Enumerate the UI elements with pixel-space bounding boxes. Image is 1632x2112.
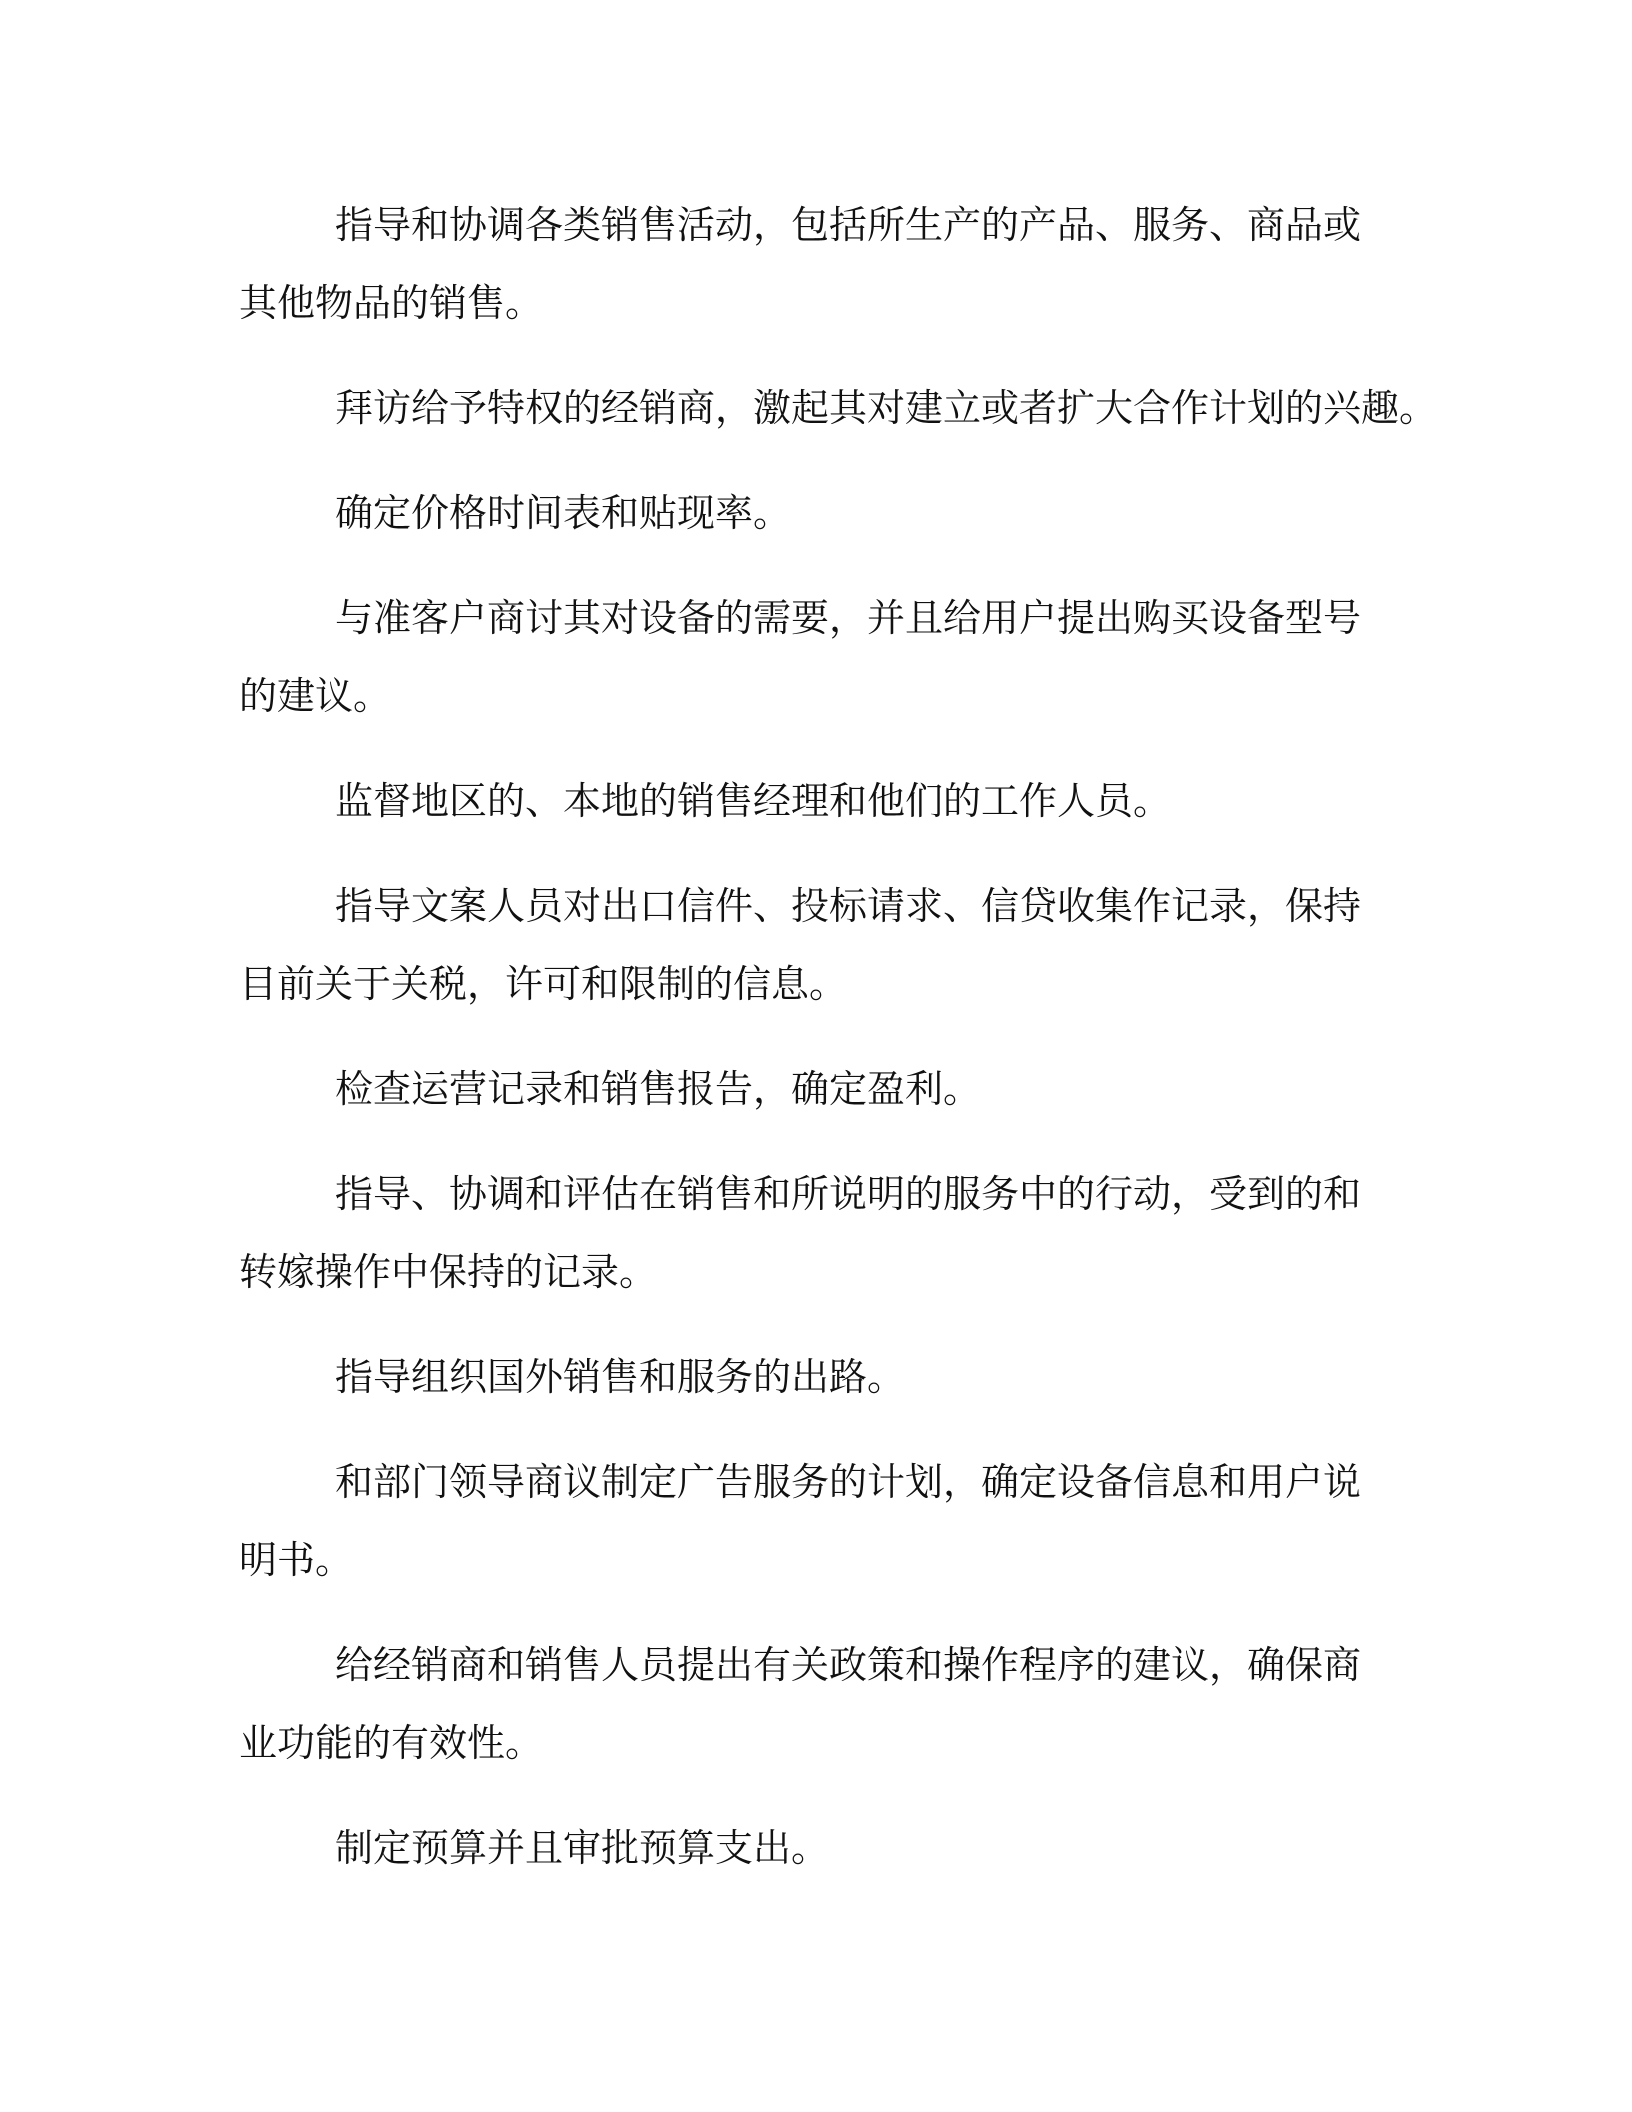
paragraph-10: 和部门领导商议制定广告服务的计划，确定设备信息和用户说明书。 bbox=[239, 1460, 1362, 1582]
paragraph-9: 指导组织国外销售和服务的出路。 bbox=[335, 1355, 906, 1399]
paragraph-3: 确定价格时间表和贴现率。 bbox=[335, 491, 792, 535]
paragraph-2: 拜访给予特权的经销商，激起其对建立或者扩大合作计划的兴趣。 bbox=[335, 386, 1438, 430]
paragraph-8: 指导、协调和评估在销售和所说明的服务中的行动，受到的和转嫁操作中保持的记录。 bbox=[239, 1172, 1362, 1294]
paragraph-12: 制定预算并且审批预算支出。 bbox=[335, 1826, 830, 1870]
paragraph-5: 监督地区的、本地的销售经理和他们的工作人员。 bbox=[335, 779, 1172, 823]
paragraph-11: 给经销商和销售人员提出有关政策和操作程序的建议，确保商业功能的有效性。 bbox=[239, 1643, 1362, 1765]
paragraph-1: 指导和协调各类销售活动，包括所生产的产品、服务、商品或其他物品的销售。 bbox=[239, 203, 1362, 325]
paragraph-6: 指导文案人员对出口信件、投标请求、信贷收集作记录，保持目前关于关税，许可和限制的信息。 bbox=[239, 884, 1362, 1006]
document-body bbox=[239, 186, 1438, 1914]
paragraph-4: 与准客户商讨其对设备的需要，并且给用户提出购买设备型号的建议。 bbox=[239, 596, 1362, 718]
paragraph-7: 检查运营记录和销售报告，确定盈利。 bbox=[335, 1067, 982, 1111]
